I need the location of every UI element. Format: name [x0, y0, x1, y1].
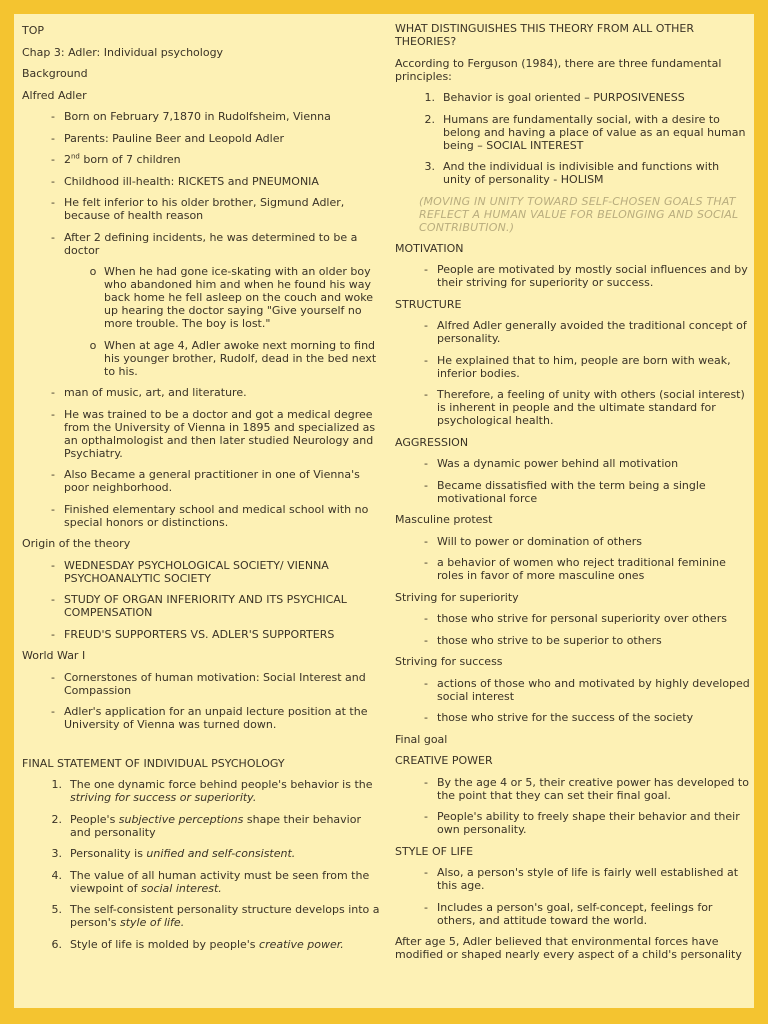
bullet-item — [22, 132, 380, 145]
dash-bullet-icon: - — [51, 174, 55, 188]
item-text: And the individual is indivisible and functions with unity of personality - HOLISM — [443, 160, 720, 186]
text-fragment: The self-consistent personality structure develops into a person's — [70, 903, 380, 929]
emphasis-text: social interest. — [140, 881, 222, 895]
dash-bullet-icon: - — [424, 388, 428, 401]
text-fragment: Style of life is molded by people's — [70, 937, 260, 951]
item-text: After 2 defining incidents, he was determined to be a doctor — [64, 230, 358, 257]
section-heading: Striving for success — [395, 655, 503, 668]
right-column — [395, 22, 750, 970]
bullet-item — [395, 677, 750, 703]
item-text — [64, 153, 380, 166]
dash-bullet-icon: - — [51, 502, 55, 516]
text-fragment: nd — [71, 152, 80, 161]
numbered-item — [22, 869, 380, 895]
dash-bullet-icon: - — [51, 230, 55, 244]
dash-bullet-icon: - — [51, 386, 55, 399]
item-text — [70, 778, 380, 804]
emphasis-text: subjective perceptions — [118, 812, 244, 826]
item-text: He explained that to him, people are born with weak, inferior bodies. — [437, 353, 731, 380]
section-heading: AGGRESSION — [395, 435, 469, 449]
dash-bullet-icon: - — [424, 711, 428, 724]
bullet-item — [395, 901, 750, 927]
item-text: Behavior is goal oriented – PURPOSIVENESS — [443, 91, 685, 104]
numbered-item — [22, 813, 380, 839]
dash-bullet-icon: - — [51, 153, 55, 166]
section-heading: TOP — [22, 24, 45, 37]
bullet-item — [22, 386, 380, 399]
note-text: (MOVING IN UNITY TOWARD SELF-CHOSEN GOALS THAT REFLECT A HUMAN VALUE FOR BELONGING AND SOCIAL CONTRIBUTION.) — [419, 194, 739, 234]
list-number: 6. — [51, 937, 62, 951]
numbered-item — [22, 847, 380, 860]
text-fragment: The one dynamic force behind people's behavior is the — [70, 778, 373, 791]
item-text: Became dissatisfied with the term being a single motivational force — [437, 478, 706, 505]
section-heading: Origin of the theory — [22, 537, 131, 550]
section-heading: STYLE OF LIFE — [395, 844, 474, 858]
list-number: 1. — [424, 91, 435, 104]
dash-bullet-icon: - — [51, 131, 55, 145]
sub-bullet-item — [22, 265, 380, 330]
item-text: When he had gone ice-skating with an older boy who abandoned him and when he found his way back home he fell asleep on the couch and woke up hearing the doctor saying "Give yourself no more trouble. The boy is lost." — [104, 265, 374, 330]
item-text: Cornerstones of human motivation: Social Interest and Compassion — [64, 670, 366, 697]
item-text: Finished elementary school and medical school with no special honors or distinctions. — [64, 502, 369, 529]
bullet-item — [22, 468, 380, 494]
bullet-item — [395, 479, 750, 505]
section-heading: Background — [22, 67, 88, 80]
item-text: WEDNESDAY PSYCHOLOGICAL SOCIETY/ VIENNA PSYCHOANALYTIC SOCIETY — [64, 558, 329, 585]
dash-bullet-icon: - — [51, 627, 55, 641]
bullet-item — [22, 628, 380, 641]
dash-bullet-icon: - — [424, 810, 428, 823]
list-number: 1. — [51, 778, 62, 791]
dash-bullet-icon: - — [424, 866, 428, 879]
section-heading: Alfred Adler — [22, 88, 87, 102]
item-text: those who strive to be superior to others — [437, 633, 662, 647]
item-text: FREUD'S SUPPORTERS VS. ADLER'S SUPPORTERS — [64, 627, 335, 641]
numbered-item — [22, 778, 380, 804]
bullet-item — [22, 559, 380, 585]
bullet-item — [22, 196, 380, 222]
dash-bullet-icon: - — [424, 457, 428, 470]
dash-bullet-icon: - — [424, 353, 428, 367]
text-fragment: shape their behavior and personality — [70, 812, 361, 839]
dash-bullet-icon: - — [424, 478, 428, 492]
document-page — [14, 14, 754, 1008]
spacer — [22, 740, 380, 757]
numbered-item — [22, 903, 380, 929]
numbered-item — [22, 938, 380, 951]
item-text: actions of those who and motivated by highly developed social interest — [437, 676, 750, 703]
dash-bullet-icon: - — [424, 612, 428, 625]
text-fragment: The value of all human activity must be seen from the viewpoint of — [70, 868, 370, 895]
dash-bullet-icon: - — [424, 534, 428, 548]
section-heading: According to Ferguson (1984), there are three fundamental principles: — [395, 56, 722, 83]
bullet-item — [22, 408, 380, 460]
item-text: STUDY OF ORGAN INFERIORITY AND ITS PSYCHICAL COMPENSATION — [64, 593, 347, 619]
item-text: Therefore, a feeling of unity with others (social interest) is inherent in people and the ultimate standard for psychological health. — [437, 388, 745, 427]
bullet-item — [22, 705, 380, 731]
bullet-item — [22, 110, 380, 123]
left-column — [22, 24, 380, 959]
dash-bullet-icon: - — [51, 705, 55, 718]
numbered-item — [395, 113, 750, 152]
item-text: Childhood ill-health: RICKETS and PNEUMONIA — [64, 174, 319, 188]
item-text — [70, 869, 380, 895]
item-text: Will to power or domination of others — [437, 534, 642, 548]
bullet-item — [22, 671, 380, 697]
section-heading: STRUCTURE — [395, 297, 462, 311]
item-text: Adler's application for an unpaid lecture position at the University of Vienna was turned down. — [64, 705, 368, 731]
dash-bullet-icon: - — [424, 633, 428, 647]
list-number: 2. — [51, 812, 62, 826]
list-number: 5. — [51, 903, 62, 916]
bullet-item — [395, 866, 750, 892]
dash-bullet-icon: - — [51, 593, 55, 606]
bullet-item — [395, 556, 750, 582]
bullet-item — [22, 175, 380, 188]
bullet-item — [395, 354, 750, 380]
section-heading: Striving for superiority — [395, 590, 519, 604]
item-text: By the age 4 or 5, their creative power has developed to the point that they can set their final goal. — [437, 775, 749, 802]
bullet-item — [395, 810, 750, 836]
emphasis-text: unified and self-consistent. — [146, 847, 296, 860]
bullet-item — [395, 319, 750, 345]
bullet-item — [22, 153, 380, 166]
item-text: People are motivated by mostly social influences and by their striving for superiority or success. — [437, 263, 748, 289]
item-text: a behavior of women who reject traditional feminine roles in favor of more masculine ones — [437, 556, 726, 582]
bullet-item — [395, 388, 750, 427]
list-number: 2. — [424, 112, 435, 126]
item-text: Humans are fundamentally social, with a desire to belong and having a place of value as an equal human being – SOCIAL INTEREST — [443, 112, 746, 152]
dash-bullet-icon: - — [424, 900, 428, 914]
text-fragment: 2 — [64, 153, 71, 166]
item-text: Born on February 7,1870 in Rudolfsheim, Vienna — [64, 110, 331, 123]
bullet-item — [22, 231, 380, 257]
bullet-item — [395, 612, 750, 625]
dash-bullet-icon: - — [51, 196, 55, 209]
emphasis-text: style of life. — [119, 916, 185, 929]
sub-bullet-item — [22, 339, 380, 378]
bullet-item — [395, 263, 750, 289]
text-fragment: People's — [70, 812, 119, 826]
dash-bullet-icon: - — [51, 110, 55, 123]
section-heading: After age 5, Adler believed that environmental forces have modified or shaped nearly every aspect of a child's personality — [395, 935, 742, 961]
numbered-item — [395, 91, 750, 104]
dash-bullet-icon: - — [424, 263, 428, 276]
item-text: People's ability to freely shape their behavior and their own personality. — [437, 810, 740, 836]
item-text — [70, 938, 380, 951]
item-text: man of music, art, and literature. — [64, 386, 247, 399]
bullet-item — [395, 711, 750, 724]
dash-bullet-icon: - — [424, 676, 428, 690]
section-heading: Chap 3: Adler: Individual psychology — [22, 45, 224, 59]
circle-bullet-icon: o — [89, 338, 97, 352]
text-fragment: born of 7 children — [79, 153, 181, 166]
bullet-item — [395, 457, 750, 470]
item-text: those who strive for the success of the society — [437, 711, 694, 724]
emphasis-text: creative power. — [259, 937, 344, 951]
dash-bullet-icon: - — [51, 407, 55, 421]
item-text — [70, 813, 380, 839]
section-heading: WHAT DISTINGUISHES THIS THEORY FROM ALL OTHER THEORIES? — [395, 22, 695, 48]
item-text: When at age 4, Adler awoke next morning to find his younger brother, Rudolf, dead in the bed next to his. — [104, 338, 377, 378]
item-text: Was a dynamic power behind all motivation — [437, 457, 679, 470]
item-text: Alfred Adler generally avoided the traditional concept of personality. — [437, 319, 747, 345]
section-heading: Masculine protest — [395, 513, 493, 526]
item-text: Parents: Pauline Beer and Leopold Adler — [64, 131, 284, 145]
bullet-item — [395, 634, 750, 647]
circle-bullet-icon: o — [89, 265, 97, 278]
item-text: those who strive for personal superiority over others — [437, 612, 727, 625]
section-heading: FINAL STATEMENT OF INDIVIDUAL PSYCHOLOGY — [22, 756, 285, 770]
text-fragment: Personality is — [70, 847, 147, 860]
dash-bullet-icon: - — [424, 775, 428, 789]
list-number: 4. — [51, 868, 62, 882]
dash-bullet-icon: - — [51, 558, 55, 572]
dash-bullet-icon: - — [51, 468, 55, 481]
section-heading: MOTIVATION — [395, 241, 464, 255]
dash-bullet-icon: - — [51, 670, 55, 684]
item-text: He was trained to be a doctor and got a medical degree from the University of Vienna in 1895 and specialized as an opthalmologist and then later studied Neurology and Psychiatry. — [64, 407, 376, 460]
list-number: 3. — [51, 847, 62, 860]
emphasis-text: striving for success or superiority. — [70, 791, 257, 804]
item-text: Includes a person's goal, self-concept, feelings for others, and attitude toward the world. — [437, 900, 713, 927]
dash-bullet-icon: - — [424, 556, 428, 569]
item-text — [70, 903, 380, 929]
list-number: 3. — [424, 160, 435, 173]
section-heading: CREATIVE POWER — [395, 754, 493, 767]
dash-bullet-icon: - — [424, 319, 428, 332]
bullet-item — [395, 776, 750, 802]
section-heading: Final goal — [395, 732, 448, 746]
item-text: Also Became a general practitioner in one of Vienna's poor neighborhood. — [64, 468, 360, 494]
bullet-item — [22, 503, 380, 529]
item-text — [70, 847, 380, 860]
item-text: Also, a person's style of life is fairly well established at this age. — [437, 866, 739, 892]
bullet-item — [395, 535, 750, 548]
item-text: He felt inferior to his older brother, Sigmund Adler, because of health reason — [64, 196, 345, 222]
numbered-item — [395, 160, 750, 186]
bullet-item — [22, 593, 380, 619]
section-heading: World War I — [22, 649, 86, 662]
